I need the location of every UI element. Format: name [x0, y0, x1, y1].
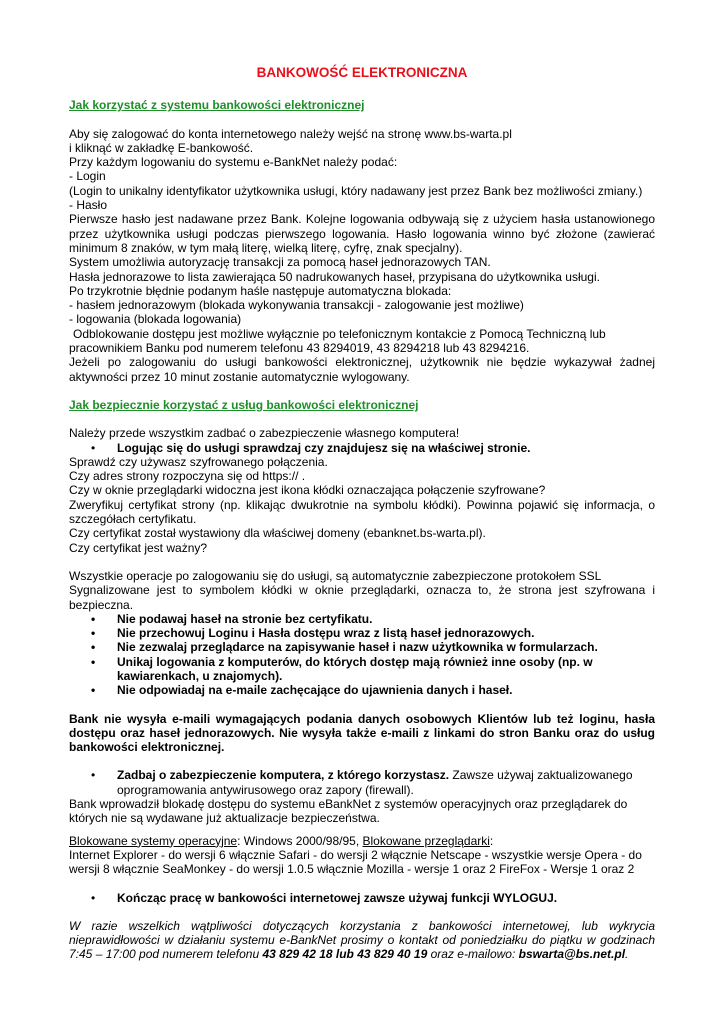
password-paragraph: Pierwsze hasło jest nadawane przez Bank. Kolejne logowania odbywają się z użyciem hasła ustanowionego przez użytkownika usługi podczas pierwszego logowania. Hasło logowania winno być złożone (zawierać minimum 8 znaków, w tym małą literę, wielką literę, cyfrę, znak specjalny). — [69, 212, 655, 255]
bullet-icon: • — [91, 768, 96, 783]
text-line: - Login — [69, 169, 106, 184]
text-line: Aby się zalogować do konta internetowego należy wejść na stronę www.bs-warta.pl — [69, 126, 512, 141]
text-line: Po trzykrotnie błędnie podanym haśle następuje automatyczna blokada: — [69, 283, 452, 298]
bullet-list — [69, 768, 655, 797]
text-line: - Hasło — [69, 198, 108, 213]
bullet-icon: • — [91, 890, 96, 905]
block-paragraph: Bank wprowadził blokadę dostępu do systemu eBankNet z systemów operacyjnych oraz przeglądarek do których nie są wydawane już aktualizacje bezpieczeństwa. — [69, 797, 628, 826]
contact-phones: 43 829 42 18 lub 43 829 40 19 — [262, 947, 428, 962]
text-line: wersji 8 włącznie SeaMonkey - do wersji 1.0.5 włącznie Mozilla - wersje 1 oraz 2 FireFox - Wersje 1 oraz 2 — [69, 862, 635, 877]
bank-notice: Bank nie wysyła e-maili wymagających podania danych osobowych Klientów lub też loginu, hasła dostępu oraz haseł jednorazowych. Nie wysyła także e-maili z linkami do stron Banku oraz do usług bankowości elektronicznej. — [69, 711, 655, 755]
text-line: i kliknąć w zakładkę E-bankowość. — [69, 140, 254, 155]
list-item: • Nie zezwalaj przeglądarce na zapisywanie haseł i nazw użytkownika w formularzach. — [91, 640, 598, 655]
unlock-paragraph: Odblokowanie dostępu jest możliwe wyłącznie po telefonicznym kontakcie z Pomocą Techniczną lub pracownikiem Banku pod numerem telefonu 43 8294019, 43 8294218 lub 43 8294216. — [69, 326, 606, 356]
bullet-icon: • — [91, 626, 96, 641]
security-intro: Należy przede wszystkim zadbać o zabezpieczenie własnego komputera! — [69, 426, 460, 441]
text-line: Sprawdź czy używasz szyfrowanego połączenia. — [69, 454, 328, 469]
document-title: BANKOWOŚĆ ELEKTRONICZNA — [256, 65, 468, 80]
list-item: • Unikaj logowania z komputerów, do których dostęp mają również inne osoby (np. w kawiarenkach, u znajomych). — [91, 654, 593, 683]
list-item: • Zadbaj o zabezpieczenie komputera, z którego korzystasz. Zawsze używaj zaktualizowanego oprogramowania antywirusowego oraz zapory (firewall). — [91, 768, 633, 797]
section-heading-usage: Jak korzystać z systemu bankowości elektronicznej — [69, 98, 365, 113]
text-line: (Login to unikalny identyfikator użytkownika usługi, który nadawany jest przez Bank bez możliwości zmiany.) — [69, 183, 643, 198]
text-line: Czy certyfikat jest ważny? — [69, 540, 208, 555]
bullet-icon: • — [91, 654, 96, 669]
bullet-icon: • — [91, 640, 96, 655]
certificate-paragraph: Zweryfikuj certyfikat strony (np. klikając dwukrotnie na symbolu kłódki). Powinna pojawić się informacja, o szczegółach certyfikatu. — [69, 497, 655, 527]
text-line: Czy w oknie przeglądarki widoczna jest ikona kłódki oznaczająca połączenie szyfrowane? — [69, 483, 546, 498]
bullet-list — [69, 891, 655, 905]
text-line: Przy każdym logowaniu do systemu e-BankNet należy podać: — [69, 155, 398, 170]
text-line: - logowania (blokada logowania) — [69, 312, 242, 327]
text-line: Internet Explorer - do wersji 6 włącznie Safari - do wersji 2 włącznie Netscape - wszystkie wersje Opera - do — [69, 847, 642, 862]
section-heading-security: Jak bezpiecznie korzystać z usług bankowości elektronicznej — [69, 397, 419, 412]
ssl-line: Wszystkie operacje po zalogowaniu się do usługi, są automatycznie zabezpieczone protokołem SSL — [69, 568, 602, 583]
contact-paragraph: W razie wszelkich wątpliwości dotyczących korzystania z bankowości internetowej, lub wykrycia nieprawidłowości w działaniu systemu e-BankNet prosimy o kontakt od poniedziałku do piątku w godzinach 7:45 – 17:00 pod numerem telefonu 43 829 42 18 lub 43 829 40 19 oraz e-mailowo: bswarta@bs.net.pl. — [69, 918, 655, 962]
text-line: Czy certyfikat został wystawiony dla właściwej domeny (ebanknet.bs-warta.pl). — [69, 526, 486, 541]
ssl-paragraph: Sygnalizowane jest to symbolem kłódki w oknie przeglądarki, oznacza to, że strona jest szyfrowana i bezpieczna. — [69, 583, 655, 612]
logout-paragraph: Jeżeli po zalogowaniu do usługi bankowości elektronicznej, użytkownik nie będzie wykazywał żadnej aktywności przez 10 minut zostanie automatycznie wylogowany. — [69, 355, 655, 384]
bullet-icon: • — [91, 611, 96, 626]
blocked-systems-line: Blokowane systemy operacyjne: Windows 2000/98/95, Blokowane przeglądarki: — [69, 833, 494, 848]
text-line: System umożliwia autoryzację transakcji za pomocą haseł jednorazowych TAN. — [69, 255, 491, 270]
contact-email: bswarta@bs.net.pl — [518, 947, 626, 962]
document-page — [69, 66, 655, 962]
bullet-icon: • — [91, 440, 96, 455]
text-line: Czy adres strony rozpoczyna się od https:// . — [69, 469, 306, 484]
bullet-icon: • — [91, 683, 96, 698]
list-item: • Nie przechowuj Loginu i Hasła dostępu wraz z listą haseł jednorazowych. — [91, 626, 535, 641]
bullet-list — [69, 441, 655, 455]
list-item: • Kończąc pracę w bankowości internetowej zawsze używaj funkcji WYLOGUJ. — [91, 890, 558, 905]
rules-list — [69, 612, 655, 698]
list-item: • Nie podawaj haseł na stronie bez certyfikatu. — [91, 611, 373, 626]
list-item: • Nie odpowiadaj na e-maile zachęcające do ujawnienia danych i haseł. — [91, 683, 513, 698]
text-line: - hasłem jednorazowym (blokada wykonywania transakcji - zalogowanie jest możliwe) — [69, 298, 524, 313]
text-line: Hasła jednorazowe to lista zawierająca 50 nadrukowanych haseł, przypisana do użytkownika usługi. — [69, 269, 600, 284]
list-item: • Logując się do usługi sprawdzaj czy znajdujesz się na właściwej stronie. — [91, 440, 531, 455]
